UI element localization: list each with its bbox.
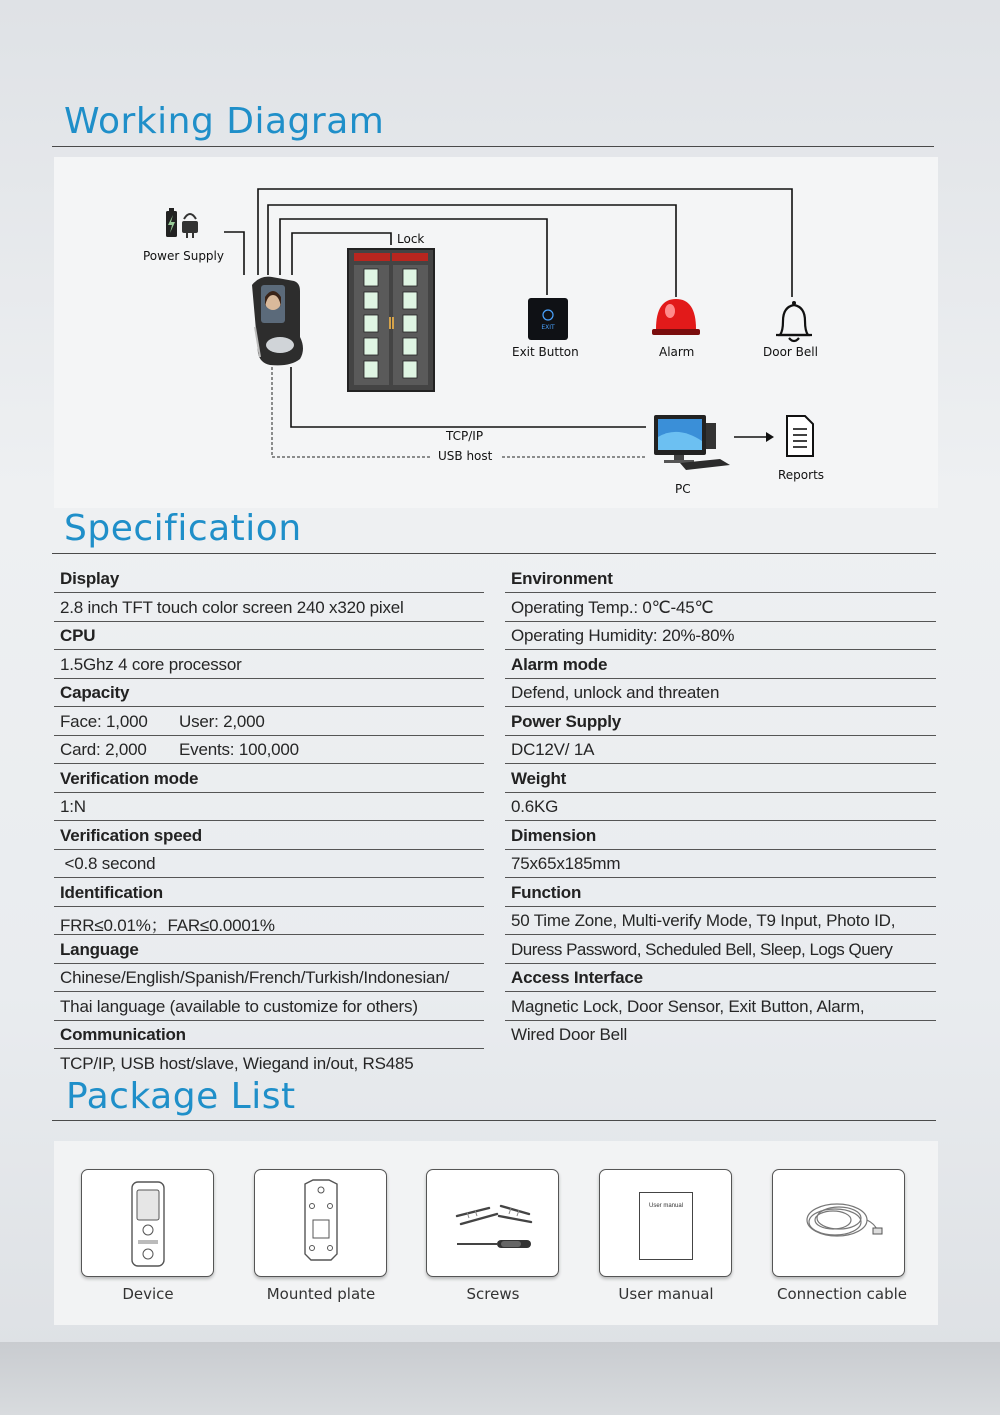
working-diagram-title: Working Diagram [64,101,385,142]
spec-value: Chinese/English/Spanish/French/Turkish/Indonesian/ [54,963,484,992]
spec-heading: Display [54,564,484,593]
title-underline [52,146,934,147]
power-supply-label: Power Supply [143,249,224,263]
spec-heading: Language [54,935,484,964]
package-list-panel [54,1141,938,1325]
spec-value: Defend, unlock and threaten [505,678,936,707]
title-underline [52,553,936,554]
spec-value: 0.6KG [505,792,936,821]
spec-value: FRR≤0.01%；FAR≤0.0001% [54,906,484,935]
mounting-plate-icon [254,1169,387,1277]
spec-value: Wired Door Bell [511,1025,628,1044]
spec-value: Operating Temp.: 0℃-45℃ [505,593,936,622]
spec-heading: Capacity [54,678,484,707]
exit-button-icon [528,298,568,340]
cable-icon [772,1169,905,1277]
spec-value: Face: 1,000 User: 2,000 [54,707,484,736]
lock-label: Lock [397,232,425,246]
spec-value: Thai language (available to customize for others) [54,992,484,1021]
title-underline [52,1120,936,1121]
power-supply-icon [166,208,198,238]
spec-heading: Access Interface [505,963,936,992]
exit-button-label: Exit Button [512,345,579,359]
spec-value: 1:N [54,792,484,821]
tcpip-label: TCP/IP [446,429,484,443]
spec-heading: CPU [54,621,484,650]
spec-heading: Verification speed [54,821,484,850]
spec-heading: Function [505,878,936,907]
working-diagram [54,157,938,508]
package-label: Mounted plate [266,1285,376,1303]
door-icon [348,249,434,391]
spec-value: 75x65x185mm [505,849,936,878]
spec-heading: Dimension [505,821,936,850]
spec-heading: Power Supply [505,707,936,736]
spec-heading: Alarm mode [505,650,936,679]
spec-value: Card: 2,000 Events: 100,000 [54,735,484,764]
diagram-wiring [54,157,938,508]
alarm-label: Alarm [659,345,695,359]
usb-host-label: USB host [438,449,493,463]
spec-value: TCP/IP, USB host/slave, Wiegand in/out, RS485 [60,1054,414,1073]
package-label: Connection cable [777,1285,907,1303]
package-label: Device [122,1285,174,1303]
reports-icon [787,416,813,456]
spec-value: 1.5Ghz 4 core processor [54,650,484,679]
spec-heading: Communication [54,1020,484,1049]
spec-value: 2.8 inch TFT touch color screen 240 x320 pixel [54,593,484,622]
spec-heading: Environment [505,564,936,593]
user-manual-icon [599,1169,732,1277]
door-bell-icon [776,301,812,341]
reports-label: Reports [778,468,825,482]
specification-title: Specification [64,508,302,549]
bottom-band [0,1342,1000,1415]
spec-value: Duress Password, Scheduled Bell, Sleep, Logs Query [505,935,936,964]
spec-value: DC12V/ 1A [505,735,936,764]
spec-value: Operating Humidity: 20%-80% [505,621,936,650]
spec-heading: Weight [505,764,936,793]
pc-label: PC [675,482,691,496]
spec-value: Magnetic Lock, Door Sensor, Exit Button, Alarm, [505,992,936,1021]
spec-heading: Identification [54,878,484,907]
pc-icon [654,415,730,470]
spec-value: 50 Time Zone, Multi-verify Mode, T9 Input, Photo ID, [505,906,936,935]
manual-cover [639,1192,693,1260]
screws-icon [426,1169,559,1277]
spec-heading: Verification mode [54,764,484,793]
exit-icon-text: EXIT [541,324,555,331]
device-icon [81,1169,214,1277]
package-label: User manual [618,1285,714,1303]
door-bell-label: Door Bell [763,345,818,359]
manual-cover-text: User manual [648,1203,683,1209]
spec-value: <0.8 second [54,849,484,878]
package-label: Screws [466,1285,520,1303]
alarm-icon [652,299,700,335]
package-list-title: Package List [66,1076,296,1117]
face-terminal-icon [252,277,303,366]
